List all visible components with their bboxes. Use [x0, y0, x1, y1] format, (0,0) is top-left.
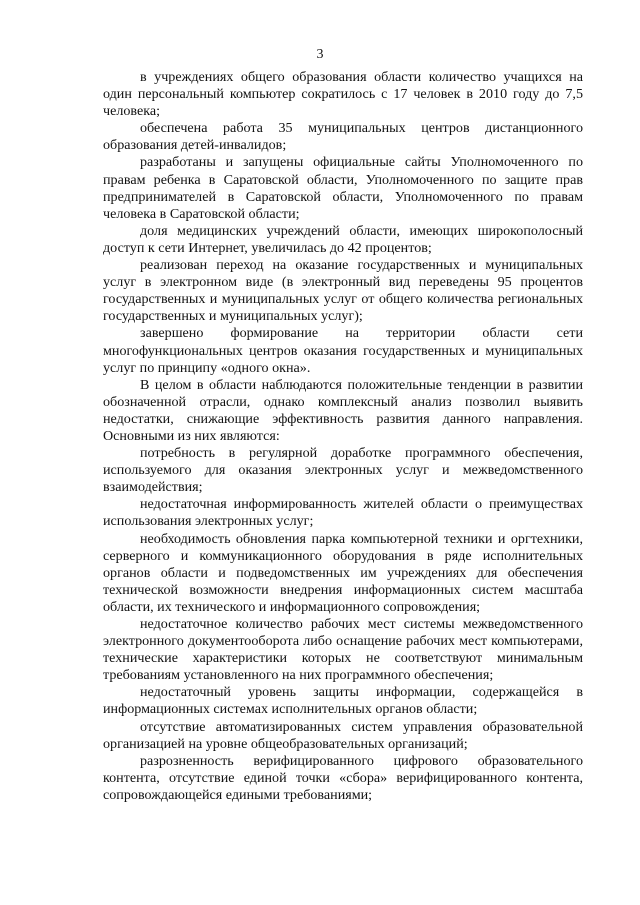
paragraph-digital-content: разрозненность верифицированного цифрового образовательного контента, отсутствие единой точки «сбора» верифицированного контента, сопровождающейся едиными требованиями; — [103, 752, 583, 803]
paragraph-awareness: недостаточная информированность жителей области о преимуществах использования электронных услуг; — [103, 496, 583, 530]
paragraph-workstations: недостаточное количество рабочих мест системы межведомственного электронного документооборота либо оснащение рабочих мест компьютерами, технические характеристики которых не соответствуют минимальным требованиям установленного на них программного обеспечения; — [103, 616, 583, 684]
paragraph-software-refinement: потребность в регулярной доработке программного обеспечения, используемого для оказания электронных услуг и межведомственного взаимодействия; — [103, 445, 583, 496]
paragraph-mfc-network: завершено формирование на территории области сети многофункциональных центров оказания государственных и муниципальных услуг по принципу «одного окна». — [103, 325, 583, 376]
paragraph-distance-education-centers: обеспечена работа 35 муниципальных центров дистанционного образования детей-инвалидов; — [103, 120, 583, 154]
paragraph-medical-broadband: доля медицинских учреждений области, имеющих широкополосный доступ к сети Интернет, увеличилась до 42 процентов; — [103, 222, 583, 256]
page-number: 3 — [316, 47, 324, 62]
paragraph-electronic-services: реализован переход на оказание государственных и муниципальных услуг в электронном виде (в электронный вид переведены 95 процентов государственных и муниципальных услуг от общего количества региональных государственных и муниципальных услуг); — [103, 257, 583, 325]
document-body — [103, 69, 583, 804]
paragraph-overall-trends: В целом в области наблюдаются положительные тенденции в развитии обозначенной отрасли, однако комплексный анализ позволил выявить недостатки, снижающие эффективность развития данного направления. Основными из них являются: — [103, 376, 583, 444]
paragraph-hardware-renewal: необходимость обновления парка компьютерной техники и оргтехники, серверного и коммуникационного оборудования в ряде исполнительных органов области и подведомственных им учреждениях для обеспечения технической возможности внедрения информационных систем масштаба области, их технического и информационного сопровождения; — [103, 530, 583, 615]
paragraph-students-per-computer: в учреждениях общего образования области количество учащихся на один персональный компьютер сократилось с 17 человек в 2010 году до 7,5 человека; — [103, 69, 583, 120]
paragraph-information-security: недостаточный уровень защиты информации, содержащейся в информационных системах исполнительных органов области; — [103, 684, 583, 718]
paragraph-ombudsman-websites: разработаны и запущены официальные сайты Уполномоченного по правам ребенка в Саратовской области, Уполномоченного по защите прав предпринимателей в Саратовской области, Уполномоченного по правам человека в Саратовской области; — [103, 154, 583, 222]
paragraph-school-management-systems: отсутствие автоматизированных систем управления образовательной организацией на уровне общеобразовательных организаций; — [103, 718, 583, 752]
